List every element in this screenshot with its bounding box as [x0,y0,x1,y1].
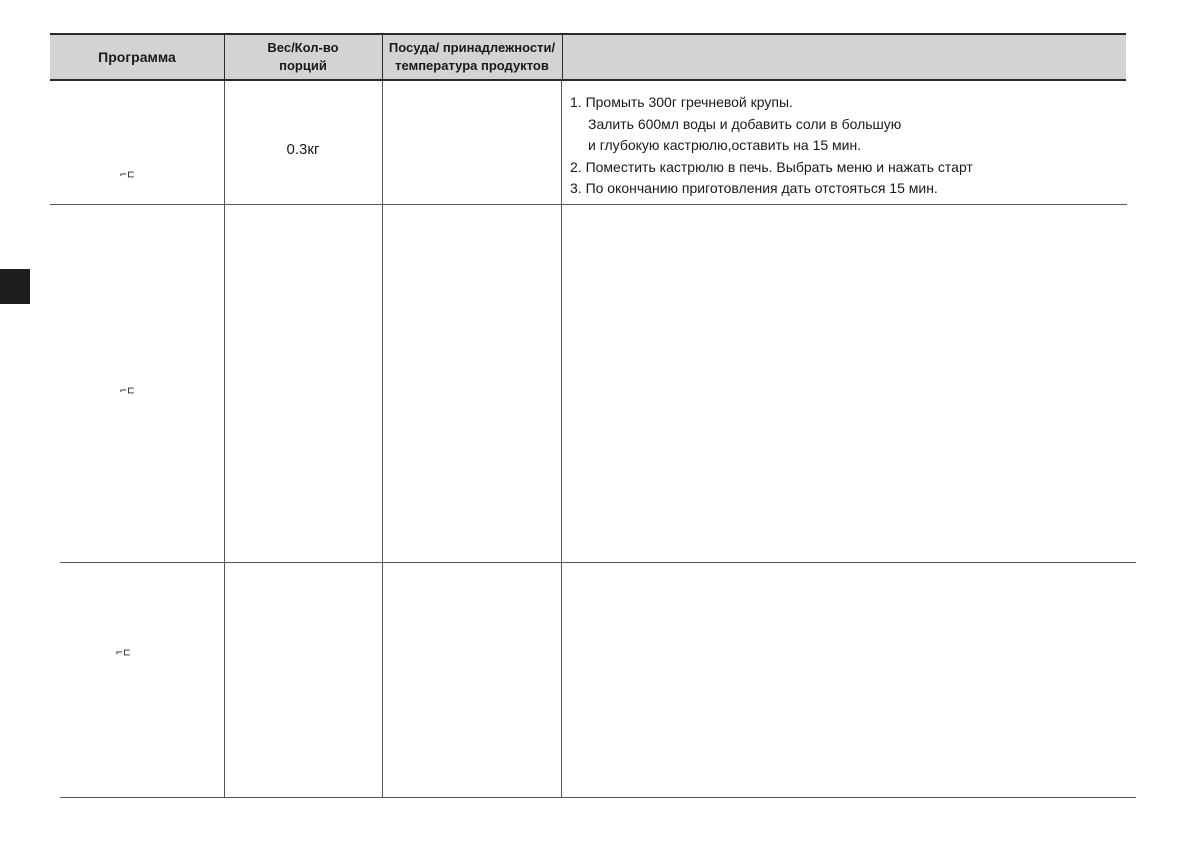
instruction-step-1-cont-2: и глубокую кастрюлю,оставить на 15 мин. [588,137,862,153]
instruction-step [570,92,1120,157]
program-display-icon: ⌐⊏ [116,646,132,659]
instruction-step-3: 3. По окончанию приготовления дать отстояться 15 мин. [570,180,938,196]
instruction-step-2: 2. Поместить кастрюлю в печь. Выбрать меню и нажать старт [570,158,973,175]
program-display-icon: ⌐⊏ [120,168,136,181]
header-dish [382,35,562,79]
column-divider [224,81,225,797]
row-divider [60,562,1136,563]
header-weight-line2: порций [279,58,327,73]
column-divider [382,81,383,797]
header-dish-line2: температура продуктов [395,58,549,73]
instructions-list [570,92,1120,200]
side-tab-marker [0,269,30,304]
instruction-step [570,178,1120,200]
table-header [50,33,1126,81]
header-program-label: Программа [98,49,176,65]
header-program [50,35,224,79]
instruction-step-1: 1. Промыть 300г гречневой крупы. [570,94,793,110]
header-instructions [562,35,1126,79]
instruction-step [570,157,1120,179]
header-weight [224,35,382,79]
header-weight-line1: Вес/Кол-во [267,40,339,55]
header-dish-line1: Посуда/ принадлежности/ [388,40,556,55]
program-display-icon: ⌐⊏ [120,384,136,397]
row-divider [50,204,1127,205]
column-divider [561,81,562,797]
instruction-step-1-cont-1: Залить 600мл воды и добавить соли в большую [588,115,902,132]
weight-value: 0.3кг [286,141,320,158]
table-bottom-border [60,797,1136,798]
